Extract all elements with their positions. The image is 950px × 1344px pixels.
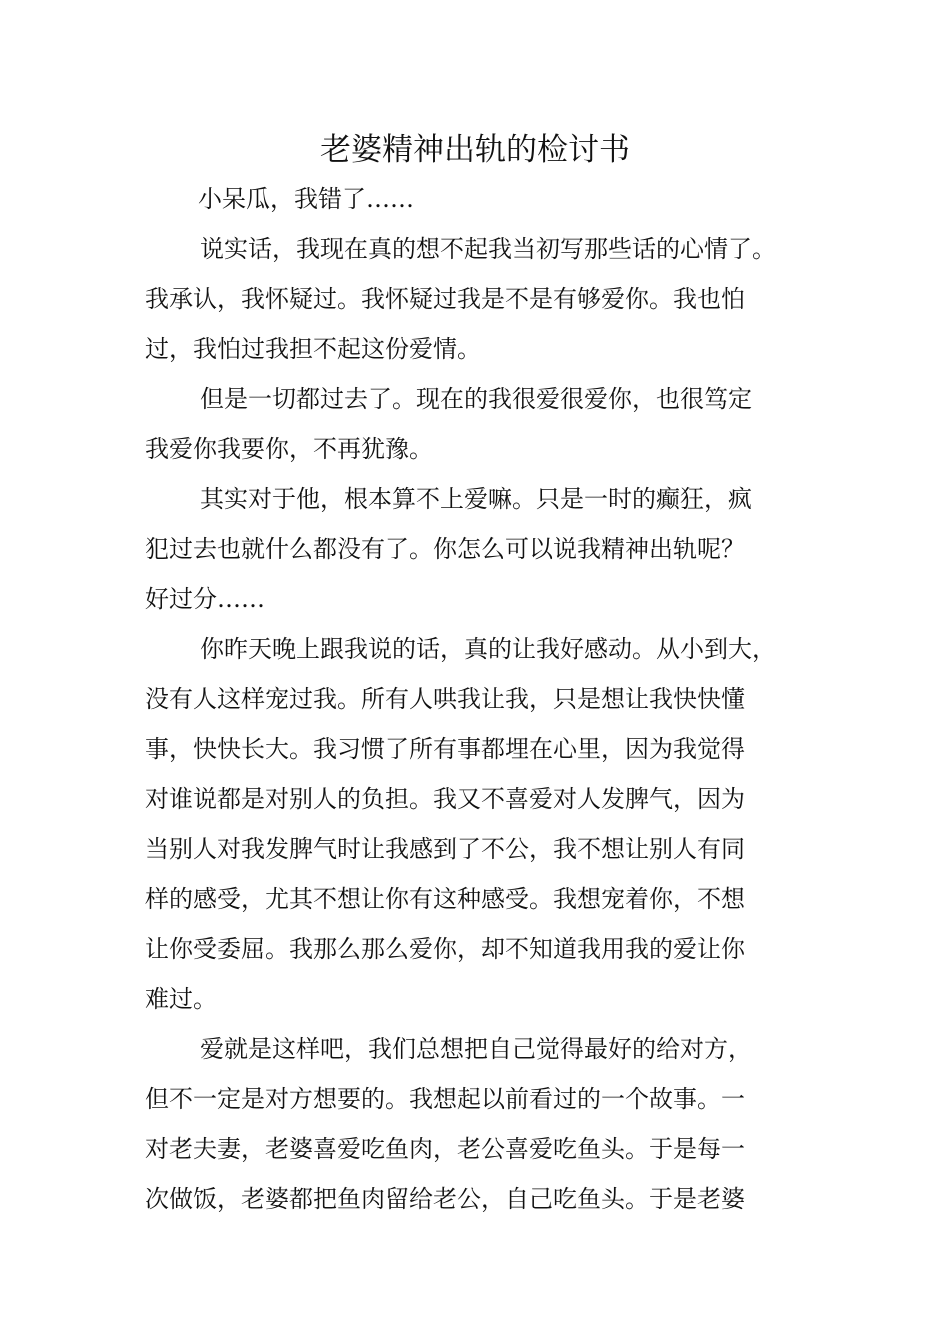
paragraph-1-line-1: 说实话，我现在真的想不起我当初写那些话的心情了。	[200, 235, 776, 263]
paragraph-5-line-2: 但不一定是对方想要的。我想起以前看过的一个故事。一	[145, 1085, 745, 1113]
paragraph-5-line-1: 爱就是这样吧，我们总想把自己觉得最好的给对方，	[200, 1035, 752, 1063]
paragraph-4-line-3: 事，快快长大。我习惯了所有事都埋在心里，因为我觉得	[145, 735, 745, 763]
paragraph-4-line-4: 对谁说都是对别人的负担。我又不喜爱对人发脾气，因为	[145, 785, 745, 813]
paragraph-5-line-4: 次做饭，老婆都把鱼肉留给老公，自己吃鱼头。于是老婆	[145, 1185, 745, 1213]
paragraph-3-line-1: 其实对于他，根本算不上爱嘛。只是一时的癫狂，疯	[200, 485, 752, 513]
paragraph-4-line-5: 当别人对我发脾气时让我感到了不公，我不想让别人有同	[145, 835, 745, 863]
paragraph-2-line-1: 但是一切都过去了。现在的我很爱很爱你，也很笃定	[200, 385, 752, 413]
paragraph-1-line-3: 过，我怕过我担不起这份爱情。	[145, 335, 481, 363]
document-title: 老婆精神出轨的检讨书	[320, 132, 630, 168]
paragraph-4-line-1: 你昨天晚上跟我说的话，真的让我好感动。从小到大，	[200, 635, 776, 663]
paragraph-3-line-3: 好过分……	[145, 585, 265, 613]
paragraph-3-line-2: 犯过去也就什么都没有了。你怎么可以说我精神出轨呢？	[145, 535, 745, 563]
paragraph-4-line-7: 让你受委屈。我那么那么爱你，却不知道我用我的爱让你	[145, 935, 745, 963]
paragraph-5-line-3: 对老夫妻，老婆喜爱吃鱼肉，老公喜爱吃鱼头。于是每一	[145, 1135, 745, 1163]
paragraph-4-line-6: 样的感受，尤其不想让你有这种感受。我想宠着你，不想	[145, 885, 745, 913]
paragraph-2-line-2: 我爱你我要你，不再犹豫。	[145, 435, 433, 463]
paragraph-4-line-8: 难过。	[145, 985, 217, 1013]
paragraph-4-line-2: 没有人这样宠过我。所有人哄我让我，只是想让我快快懂	[145, 685, 745, 713]
salutation-line: 小呆瓜，我错了……	[198, 185, 414, 213]
paragraph-1-line-2: 我承认，我怀疑过。我怀疑过我是不是有够爱你。我也怕	[145, 285, 745, 313]
